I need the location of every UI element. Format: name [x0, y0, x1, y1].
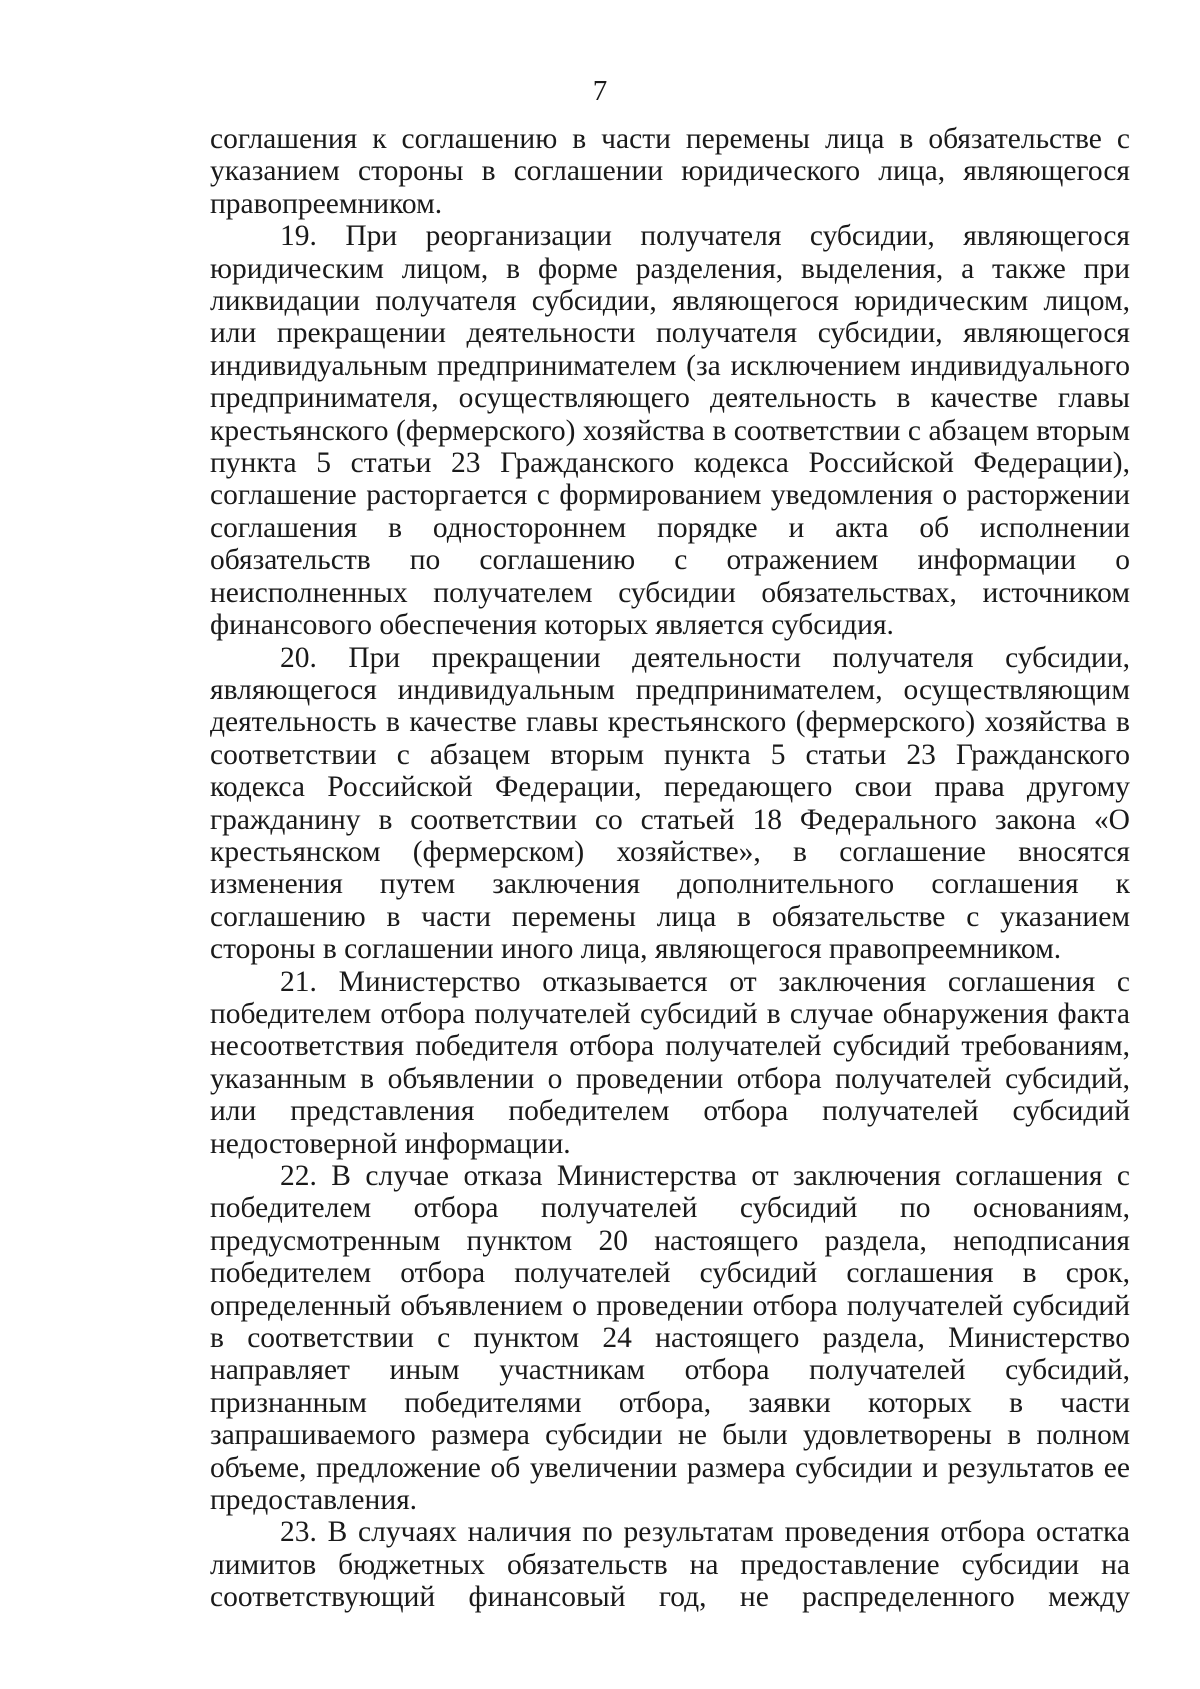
paragraph-19: 19. При реорганизации получателя субсидии, являющегося юридическим лицом, в форме разделения, выделения, а также при ликвидации получателя субсидии, являющегося юридическим лицом, или прекращении деятельности получателя субсидии, являющегося индивидуальным предпринимателем (за исключением индивидуального предпринимателя, осуществляющего деятельность в качестве главы крестьянского (фермерского) хозяйства в соответствии с абзацем вторым пункта 5 статьи 23 Гражданского кодекса Российской Федерации), соглашение расторгается с формированием уведомления о расторжении соглашения в одностороннем порядке и акта об исполнении обязательств по соглашению с отражением информации о неисполненных получателем субсидии обязательствах, источником финансового обеспечения которых является субсидия. [210, 220, 1130, 642]
paragraph-continuation: соглашения к соглашению в части перемены лица в обязательстве с указанием стороны в соглашении юридического лица, являющегося правопреемником. [210, 123, 1130, 220]
paragraph-20: 20. При прекращении деятельности получателя субсидии, являющегося индивидуальным предпринимателем, осуществляющим деятельность в качестве главы крестьянского (фермерского) хозяйства в соответствии с абзацем вторым пункта 5 статьи 23 Гражданского кодекса Российской Федерации, передающего свои права другому гражданину в соответствии со статьей 18 Федерального закона «О крестьянском (фермерском) хозяйстве», в соглашение вносятся изменения путем заключения дополнительного соглашения к соглашению в части перемены лица в обязательстве с указанием стороны в соглашении иного лица, являющегося правопреемником. [210, 641, 1130, 966]
paragraph-21: 21. Министерство отказывается от заключения соглашения с победителем отбора получателей субсидий в случае обнаружения факта несоответствия победителя отбора получателей субсидий требованиям, указанным в объявлении о проведении отбора получателей субсидий, или представления победителем отбора получателей субсидий недостоверной информации. [210, 965, 1130, 1160]
document-body [210, 123, 1130, 1614]
paragraph-23: 23. В случаях наличия по результатам проведения отбора остатка лимитов бюджетных обязательств на предоставление субсидии на соответствующий финансовый год, не распределенного между [210, 1516, 1130, 1614]
page-number: 7 [592, 75, 608, 107]
paragraph-22: 22. В случае отказа Министерства от заключения соглашения с победителем отбора получателей субсидий по основаниям, предусмотренным пунктом 20 настоящего раздела, неподписания победителем отбора получателей субсидий соглашения в срок, определенный объявлением о проведении отбора получателей субсидий в соответствии с пунктом 24 настоящего раздела, Министерство направляет иным участникам отбора получателей субсидий, признанным победителями отбора, заявки которых в части запрашиваемого размера субсидии не были удовлетворены в полном объеме, предложение об увеличении размера субсидии и результатов ее предоставления. [210, 1160, 1130, 1517]
